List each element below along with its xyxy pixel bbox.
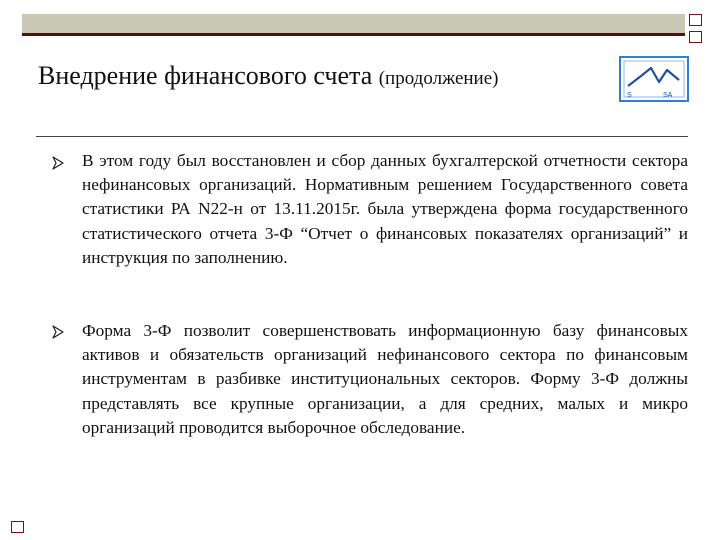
bullet-text-1: В этом году был восстановлен и сбор данных бухгалтерской отчетности сектора нефинансовых организаций. Нормативным решением Государственного совета статистики РА N22-н от 13.11.2015г. была утверждена форма государственного статистического отчета 3-Ф “Отчет о финансовых показателях организаций” и инструкция по заполнению. [82,151,688,267]
title-divider [36,136,688,137]
square-decoration-icon [689,31,702,43]
sna-logo-icon [619,56,689,102]
arrow-bullet-icon [51,156,65,170]
slide-title [38,61,499,94]
logo-left-text: S [627,92,632,99]
square-decoration-icon [689,14,702,26]
bullet-text-2: Форма 3-Ф позволит совершенствовать информационную базу финансовых активов и обязательств организаций нефинансового сектора по финансовым инструментам в разбивке институциональных секторов. Форму 3-Ф должны представлять все крупные организации, а для средних, малых и микро организаций проводится выборочное обследование. [82,321,688,437]
logo-right-text: SA [663,92,673,99]
title-main: Внедрение финансового счета [38,61,373,90]
square-decoration-icon [11,521,24,533]
title-subtitle: (продолжение) [378,68,499,89]
header-bar [22,14,685,36]
arrow-bullet-icon [51,325,65,339]
